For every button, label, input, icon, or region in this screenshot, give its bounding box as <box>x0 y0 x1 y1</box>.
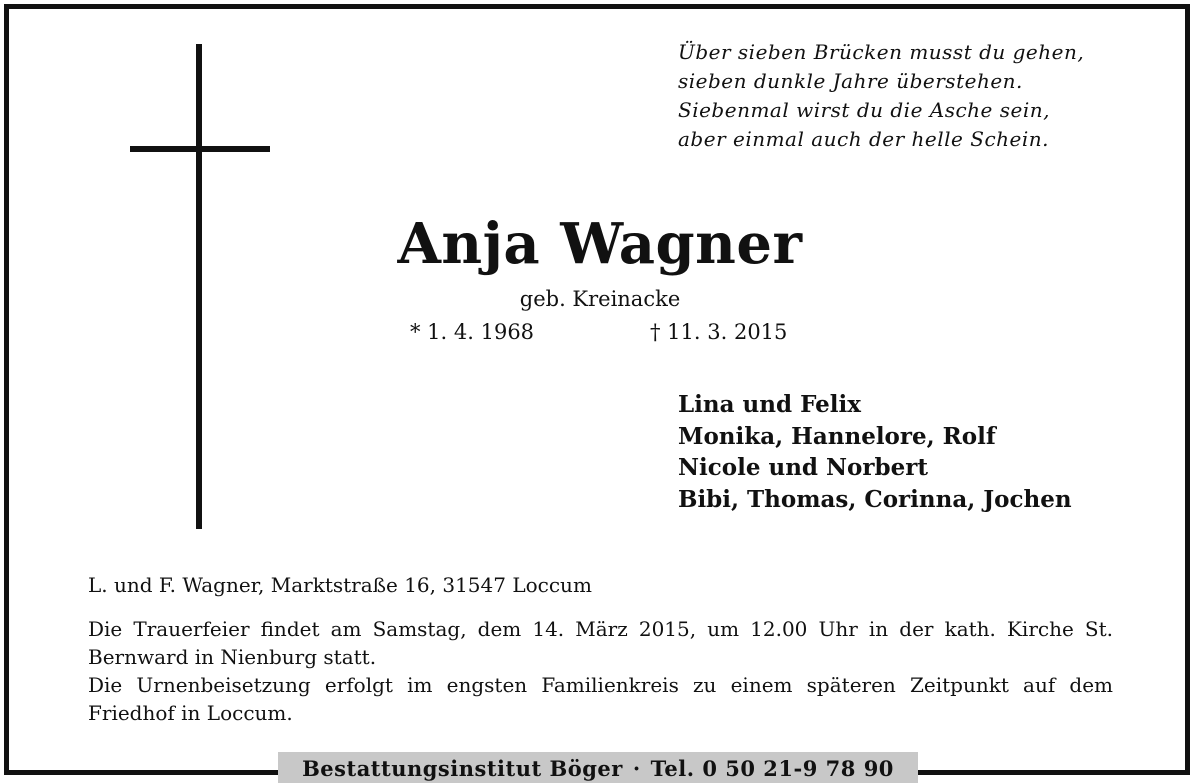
mourner-line: Bibi, Thomas, Corinna, Jochen <box>678 485 1072 513</box>
maiden-name: geb. Kreinacke <box>519 287 681 311</box>
funeral-home-phone: Tel. 0 50 21-9 78 90 <box>650 756 894 781</box>
urn-burial-text: Die Urnenbeisetzung erfolgt im engsten Familienkreis zu einem späteren Zeitpunkt auf dem Friedhof in Loccum. <box>88 673 1113 725</box>
funeral-notice <box>88 615 1113 727</box>
birth-date: * 1. 4. 1968 <box>410 320 535 344</box>
mourner-line: Monika, Hannelore, Rolf <box>678 422 996 450</box>
poem-line: Über sieben Brücken musst du gehen, <box>678 40 1085 64</box>
cross-icon-horizontal-bar <box>130 146 270 152</box>
family-address: L. und F. Wagner, Marktstraße 16, 31547 Loccum <box>88 573 592 597</box>
poem-verse <box>678 38 1148 154</box>
poem-line: aber einmal auch der helle Schein. <box>678 127 1049 151</box>
deceased-name: Anja Wagner <box>397 211 803 277</box>
footer-separator: · <box>632 756 641 781</box>
mourner-line: Lina und Felix <box>678 391 861 418</box>
poem-line: Siebenmal wirst du die Asche sein, <box>678 98 1050 122</box>
cross-icon-vertical-bar <box>196 44 202 529</box>
mourner-line: Nicole und Norbert <box>678 454 928 481</box>
mourners-list <box>678 389 1158 515</box>
funeral-home-name: Bestattungsinstitut Böger <box>302 756 623 781</box>
poem-line: sieben dunkle Jahre überstehen. <box>678 69 1023 93</box>
death-date: † 11. 3. 2015 <box>650 320 788 344</box>
funeral-service-text: Die Trauerfeier findet am Samstag, dem 14. März 2015, um 12.00 Uhr in der kath. Kirche St. Bernward in Nienburg statt. <box>88 617 1113 669</box>
funeral-home-footer <box>278 752 918 783</box>
